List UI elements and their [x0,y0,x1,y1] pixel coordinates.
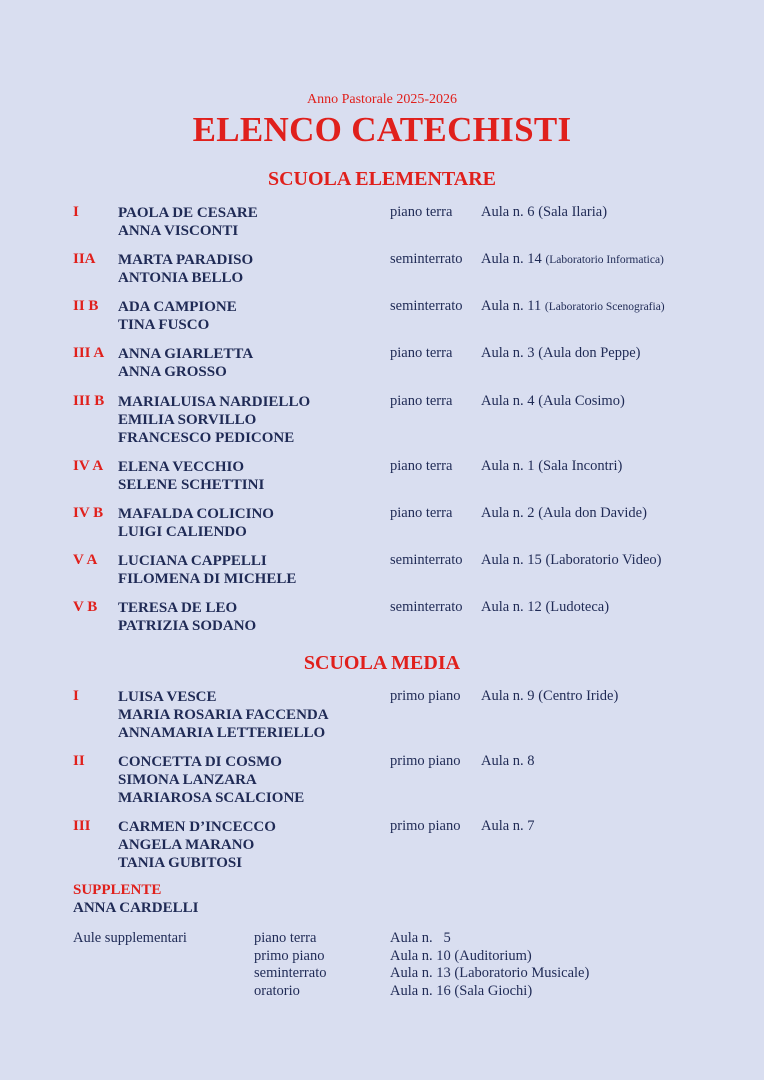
room-detail: (Sala Ilaria) [538,204,608,220]
room-label [481,599,609,616]
room-number: Aula n. 11 [481,298,542,314]
class-label: V A [73,552,98,568]
document-title: ELENCO CATECHISTI [192,110,572,149]
extra-floor-label: piano terra [254,930,317,946]
room-label [481,505,647,522]
catechist-name: ANGELA MARANO [118,837,255,853]
catechist-names [118,298,237,334]
catechist-name: TERESA DE LEO [118,600,238,616]
catechist-name: SELENE SCHETTINI [118,477,265,493]
catechist-names [118,458,264,494]
supplente-label: SUPPLENTE [73,882,162,898]
room-number: Aula n. 9 [481,688,535,704]
class-label: II [73,753,85,769]
extra-floor-label: oratorio [254,983,300,999]
catechist-name: TINA FUSCO [118,317,210,333]
aule-supplementari-label: Aule supplementari [73,930,187,946]
room-detail: (Laboratorio Informatica) [545,254,664,266]
room-label [481,251,664,268]
catechist-name: ANNA GROSSO [118,364,227,380]
room-detail: (Aula Cosimo) [538,393,625,409]
floor-label: primo piano [390,688,461,704]
catechist-name: ANNAMARIA LETTERIELLO [118,725,326,741]
catechist-names [118,204,258,240]
catechist-name: ELENA VECCHIO [118,459,245,475]
room-number: Aula n. 15 [481,552,542,568]
room-label [481,204,607,221]
room-label [481,818,535,835]
catechist-names [118,552,296,588]
catechist-name: TANIA GUBITOSI [118,855,243,871]
catechist-name: CARMEN D’INCECCO [118,819,276,835]
room-detail: (Aula don Peppe) [538,345,641,361]
floor-label: seminterrato [390,552,463,568]
floor-label: piano terra [390,345,453,361]
class-label: I [73,204,79,220]
catechist-names [118,688,329,742]
catechist-name: ADA CAMPIONE [118,299,237,315]
class-label: IIA [73,251,96,267]
room-label [481,688,618,705]
catechist-name: MARIALUISA NARDIELLO [118,394,311,410]
extra-floor-label: primo piano [254,948,325,964]
class-label: IV B [73,505,104,521]
catechist-names [118,818,276,872]
class-label: III A [73,345,105,361]
room-detail: (Aula don Davide) [538,505,647,521]
room-detail: (Laboratorio Video) [545,552,662,568]
supplente-name: ANNA CARDELLI [73,900,199,916]
floor-label: piano terra [390,458,453,474]
catechist-name: PATRIZIA SODANO [118,618,257,634]
room-number: Aula n. 8 [481,753,535,769]
catechist-name: PAOLA DE CESARE [118,205,258,221]
catechist-names [118,505,274,541]
catechist-name: LUISA VESCE [118,689,217,705]
catechist-name: CONCETTA DI COSMO [118,754,282,770]
catechist-name: LUCIANA CAPPELLI [118,553,267,569]
catechist-names [118,599,256,635]
room-label [481,393,625,410]
room-label [481,458,622,475]
class-label: I [73,688,79,704]
room-label [481,552,661,569]
catechist-name: ANTONIA BELLO [118,270,244,286]
room-number: Aula n. 2 [481,505,535,521]
class-label: IV A [73,458,104,474]
room-number: Aula n. 12 [481,599,542,615]
catechist-name: SIMONA LANZARA [118,772,257,788]
catechist-names [118,393,310,447]
floor-label: seminterrato [390,599,463,615]
room-detail: (Sala Incontri) [538,458,623,474]
room-detail: (Centro Iride) [538,688,619,704]
room-number: Aula n. 1 [481,458,535,474]
catechist-name: ANNA GIARLETTA [118,346,254,362]
room-label [481,753,535,770]
section-heading-media: SCUOLA MEDIA [303,652,461,674]
floor-label: primo piano [390,753,461,769]
catechist-name: FILOMENA DI MICHELE [118,571,297,587]
floor-label: piano terra [390,393,453,409]
class-label: II B [73,298,99,314]
floor-label: piano terra [390,505,453,521]
extra-room-label: Aula n. 16 (Sala Giochi) [390,983,533,999]
room-label [481,345,640,362]
room-number: Aula n. 3 [481,345,535,361]
catechist-name: FRANCESCO PEDICONE [118,430,295,446]
section-heading-elementare: SCUOLA ELEMENTARE [267,168,496,190]
room-detail: (Laboratorio Scenografia) [544,301,665,313]
class-label: V B [73,599,98,615]
class-label: III B [73,393,105,409]
extra-floor-label: seminterrato [254,965,327,981]
catechist-name: MARTA PARADISO [118,252,254,268]
room-number: Aula n. 4 [481,393,535,409]
extra-room-label: Aula n. 5 [390,930,451,946]
catechist-names [118,345,253,381]
catechist-name: LUIGI CALIENDO [118,524,247,540]
floor-label: primo piano [390,818,461,834]
document-subtitle: Anno Pastorale 2025-2026 [306,92,458,107]
catechist-name: EMILIA SORVILLO [118,412,257,428]
catechist-name: MARIA ROSARIA FACCENDA [118,707,329,723]
class-label: III [73,818,91,834]
floor-label: seminterrato [390,298,463,314]
floor-label: piano terra [390,204,453,220]
catechist-names [118,753,304,807]
extra-room-label: Aula n. 10 (Auditorium) [390,948,532,964]
floor-label: seminterrato [390,251,463,267]
room-number: Aula n. 6 [481,204,535,220]
catechist-name: ANNA VISCONTI [118,223,239,239]
catechist-names [118,251,253,287]
room-number: Aula n. 7 [481,818,535,834]
catechist-name: MAFALDA COLICINO [118,506,274,522]
extra-room-label: Aula n. 13 (Laboratorio Musicale) [390,965,590,981]
room-label [481,298,665,315]
catechist-name: MARIAROSA SCALCIONE [118,790,305,806]
room-detail: (Ludoteca) [545,599,610,615]
room-number: Aula n. 14 [481,251,542,267]
